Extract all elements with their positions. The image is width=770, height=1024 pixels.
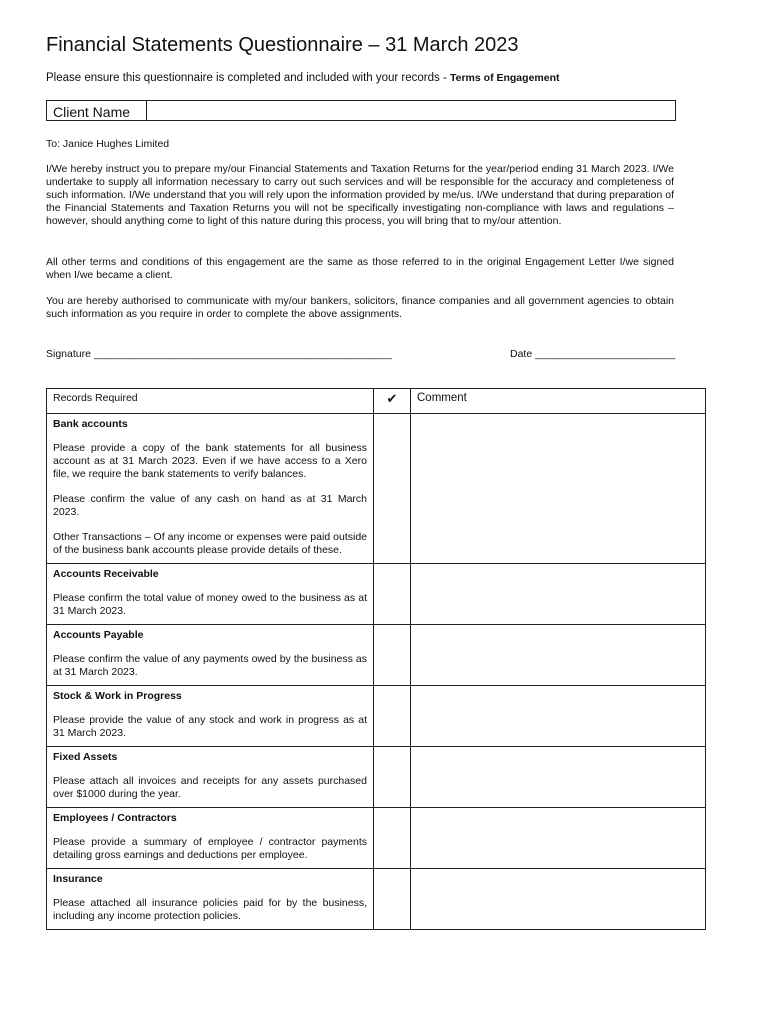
row-text: Please attached all insurance policies paid for by the business, including any income protection policies. <box>53 897 367 922</box>
comment-cell[interactable] <box>411 686 706 747</box>
row-text: Please provide a copy of the bank statements for all business account as at 31 March 2023. Even if we have access to a Xero file, we require the bank statements to verify balances. <box>53 442 367 480</box>
table-header-row <box>47 389 706 414</box>
signature-field[interactable]: Signature ___________________________________________________ <box>46 348 392 360</box>
client-name-input[interactable] <box>147 101 675 120</box>
client-name-field <box>46 100 676 121</box>
comment-cell[interactable] <box>411 869 706 930</box>
records-cell <box>47 564 374 625</box>
records-cell <box>47 414 374 564</box>
addressee-line: To: Janice Hughes Limited <box>46 138 170 150</box>
check-cell[interactable] <box>374 414 411 564</box>
table-row-employees <box>47 808 706 869</box>
records-cell <box>47 808 374 869</box>
check-cell[interactable] <box>374 625 411 686</box>
check-cell[interactable] <box>374 564 411 625</box>
records-cell <box>47 747 374 808</box>
comment-header: Comment <box>411 389 706 414</box>
records-cell <box>47 869 374 930</box>
row-title: Fixed Assets <box>53 751 118 763</box>
row-title: Stock & Work in Progress <box>53 690 182 702</box>
check-cell[interactable] <box>374 686 411 747</box>
instructions-line <box>46 72 736 84</box>
terms-of-engagement-link[interactable]: Terms of Engagement <box>450 72 560 84</box>
comment-cell[interactable] <box>411 414 706 564</box>
comment-cell[interactable] <box>411 564 706 625</box>
row-title: Accounts Receivable <box>53 568 159 580</box>
date-field[interactable]: Date ________________________ <box>510 348 676 360</box>
client-name-label: Client Name <box>47 101 147 120</box>
row-text: Please confirm the value of any cash on hand as at 31 March 2023. <box>53 493 367 518</box>
authorisation-paragraph: You are hereby authorised to communicate with my/our bankers, solicitors, finance companies and all government agencies to obtain such information as you require in order to complete the above assignments. <box>46 295 674 320</box>
row-text: Please confirm the value of any payments owed by the business as at 31 March 2023. <box>53 653 367 678</box>
terms-paragraph: All other terms and conditions of this engagement are the same as those referred to in the original Engagement Letter I/we signed when I/we became a client. <box>46 256 674 281</box>
records-cell <box>47 686 374 747</box>
row-text: Please provide the value of any stock and work in progress as at 31 March 2023. <box>53 714 367 739</box>
check-cell[interactable] <box>374 808 411 869</box>
row-title: Bank accounts <box>53 418 128 430</box>
table-row-fixed-assets <box>47 747 706 808</box>
table-row-stock-wip <box>47 686 706 747</box>
check-header-icon: ✔ <box>374 389 411 414</box>
row-title: Insurance <box>53 873 103 885</box>
records-table <box>46 388 706 930</box>
row-title: Employees / Contractors <box>53 812 177 824</box>
comment-cell[interactable] <box>411 808 706 869</box>
instructions-text: Please ensure this questionnaire is completed and included with your records - <box>46 72 450 84</box>
row-text: Please attach all invoices and receipts for any assets purchased over $1000 during the year. <box>53 775 367 800</box>
row-text: Please confirm the total value of money owed to the business as at 31 March 2023. <box>53 592 367 617</box>
table-row-bank-accounts <box>47 414 706 564</box>
records-cell <box>47 625 374 686</box>
table-row-insurance <box>47 869 706 930</box>
row-text: Please provide a summary of employee / contractor payments detailing gross earnings and deductions per employee. <box>53 836 367 861</box>
row-text: Other Transactions – Of any income or expenses were paid outside of the business bank accounts please provide details of these. <box>53 531 367 556</box>
table-row-accounts-payable <box>47 625 706 686</box>
table-row-accounts-receivable <box>47 564 706 625</box>
row-title: Accounts Payable <box>53 629 144 641</box>
check-cell[interactable] <box>374 869 411 930</box>
comment-cell[interactable] <box>411 625 706 686</box>
records-required-header: Records Required <box>47 389 374 414</box>
check-cell[interactable] <box>374 747 411 808</box>
comment-cell[interactable] <box>411 747 706 808</box>
page-title: Financial Statements Questionnaire – 31 March 2023 <box>46 34 519 56</box>
instruction-paragraph: I/We hereby instruct you to prepare my/our Financial Statements and Taxation Returns for the year/period ending 31 March 2023. I/We undertake to supply all information necessary to carry out such services and will be responsible for the accuracy and completeness of such information. I/We understand that you will rely upon the information provided by me/us. I/We understand that during preparation of the Financial Statements and Taxation Returns you will not be specifically investigating non-compliance with laws and regulations – however, should anything come to light of this nature during this process, you will bring that to my/our attention. <box>46 163 674 227</box>
